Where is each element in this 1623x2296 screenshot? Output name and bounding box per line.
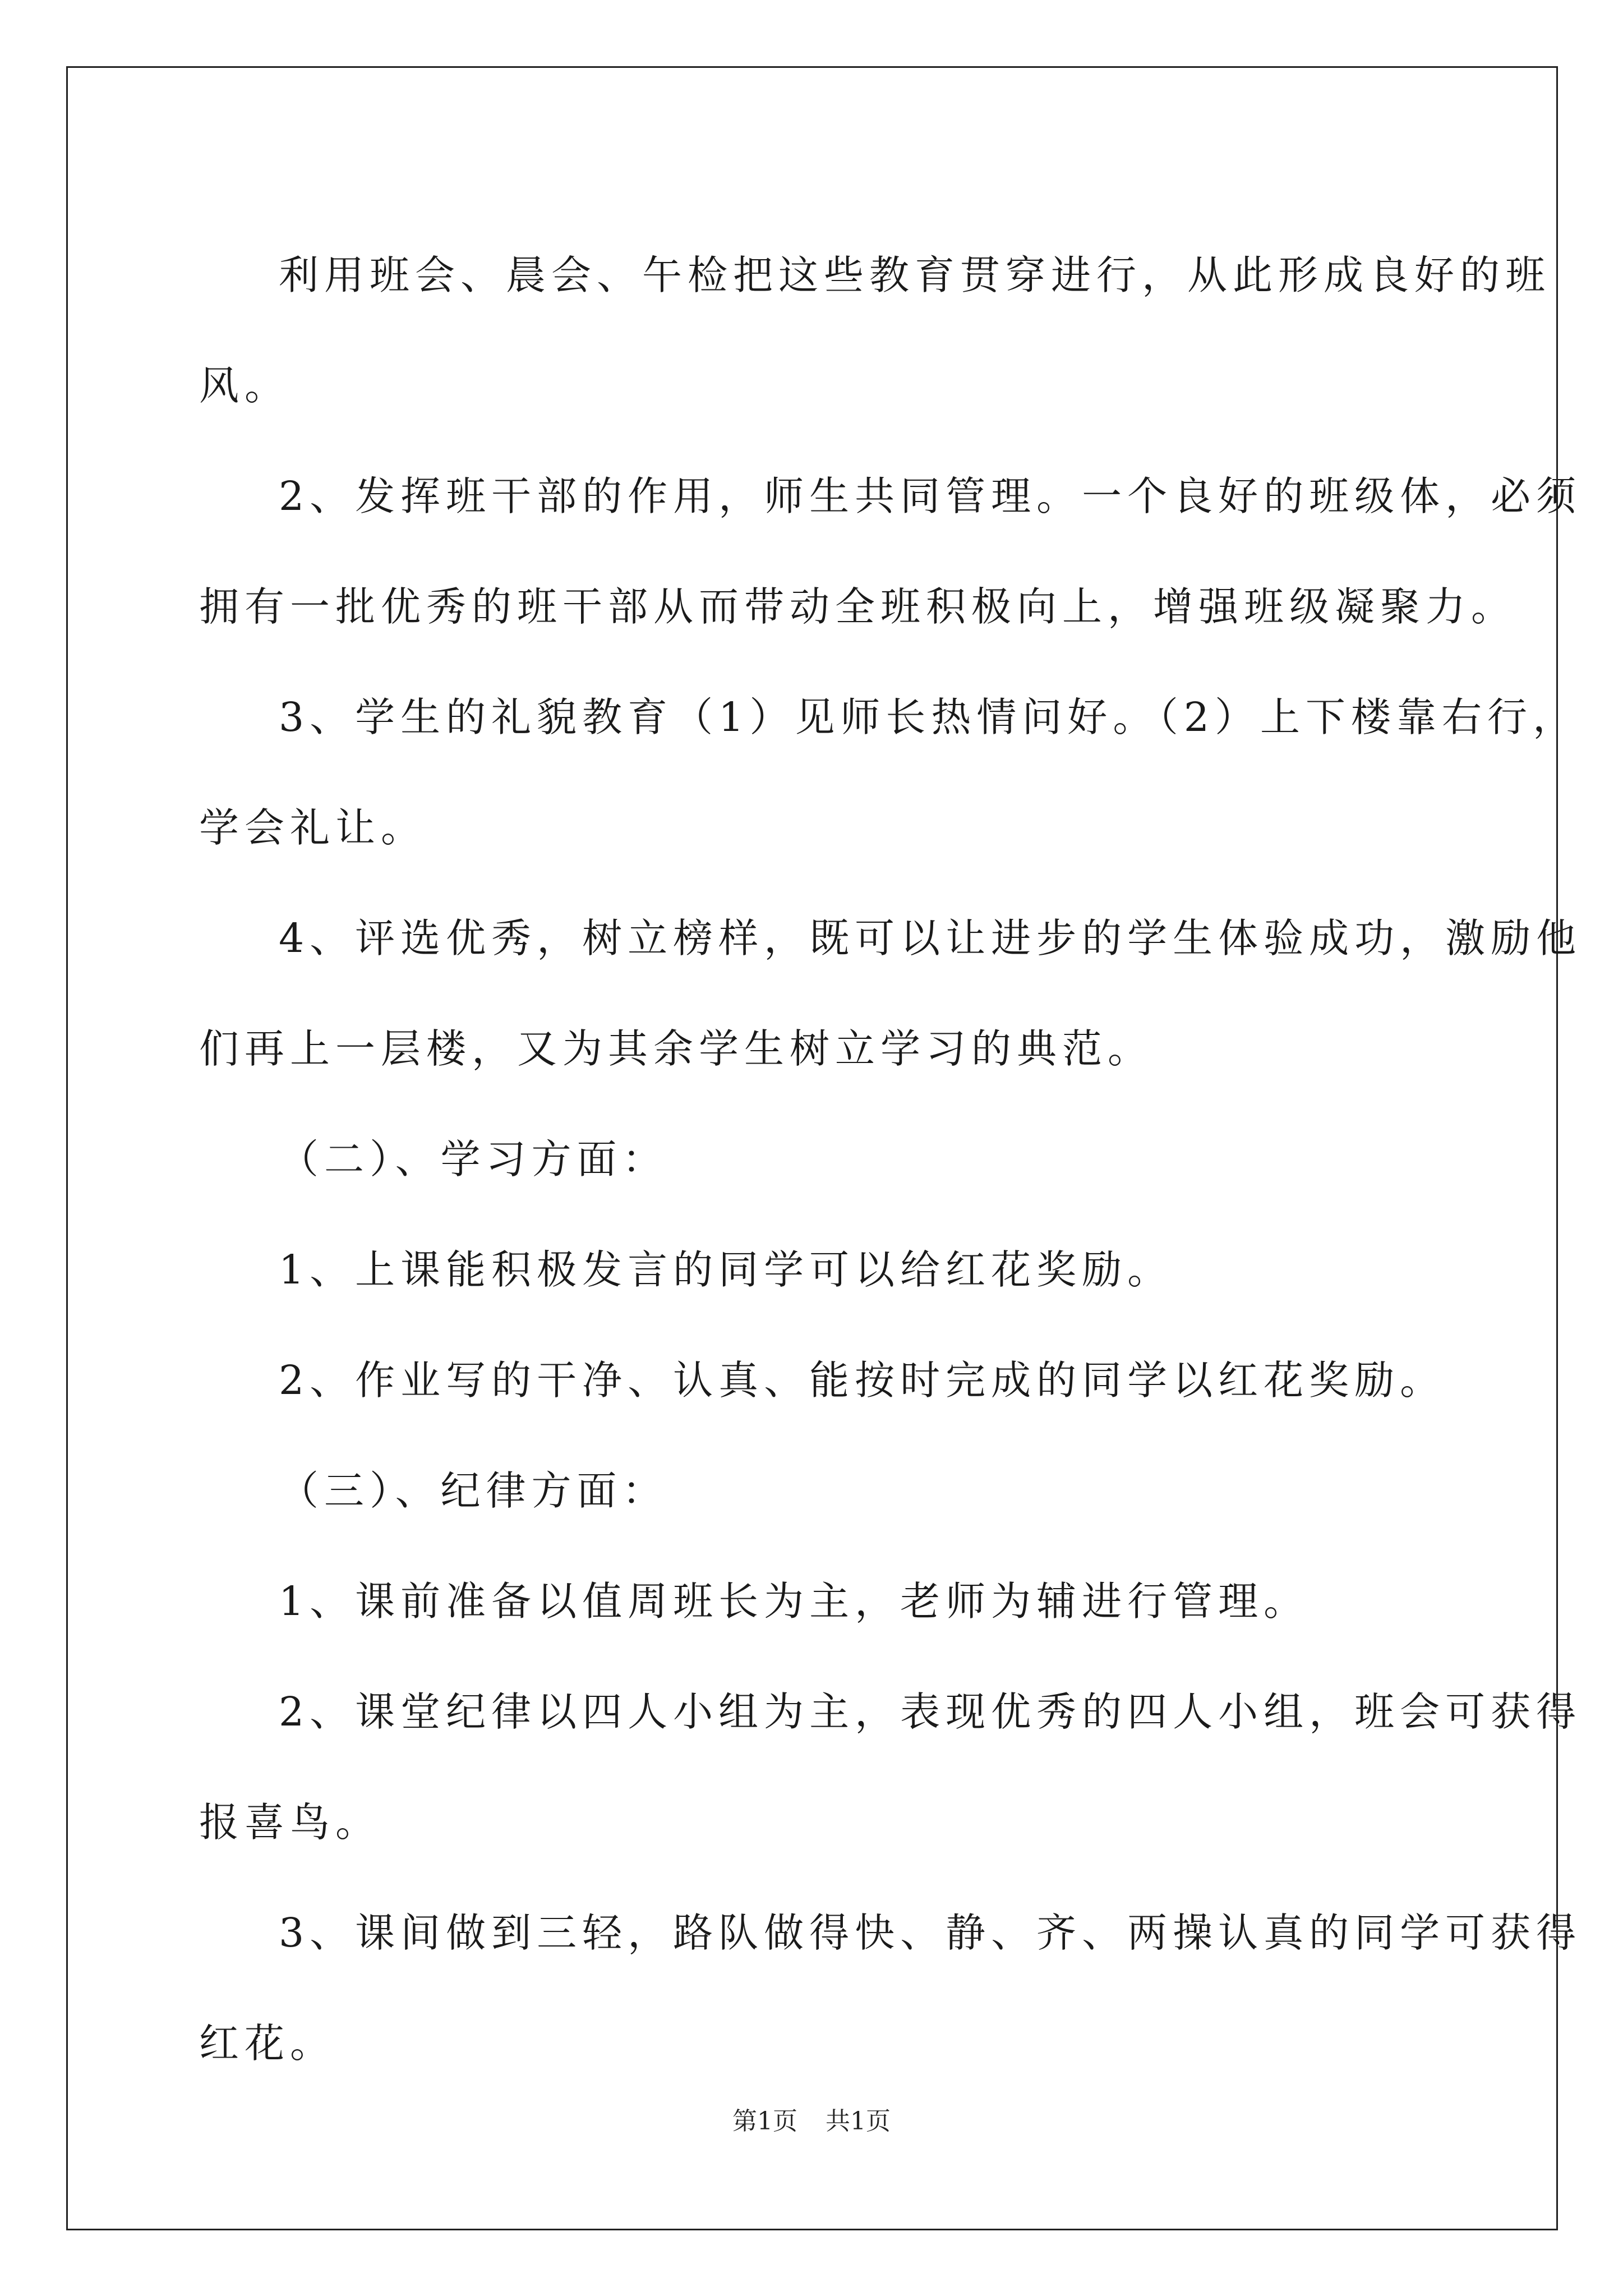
section-heading: （二）、学习方面： xyxy=(279,1136,668,1182)
text-line: 4、评选优秀，树立榜样，既可以让进步的学生体验成功，激励他 xyxy=(279,915,1582,961)
section-heading: （三）、纪律方面： xyxy=(279,1467,668,1514)
page-footer xyxy=(0,2101,1623,2137)
text-line: 2、发挥班干部的作用，师生共同管理。一个良好的班级体，必须 xyxy=(279,473,1582,519)
text-line: 报喜鸟。 xyxy=(199,1799,381,1846)
text-line: 们再上一层楼，又为其余学生树立学习的典范。 xyxy=(199,1025,1154,1072)
text-line: 拥有一批优秀的班干部从而带动全班积极向上，增强班级凝聚力。 xyxy=(199,583,1517,630)
text-line: 风。 xyxy=(199,362,291,409)
text-line: 3、课间做到三轻，路队做得快、静、齐、两操认真的同学可获得 xyxy=(279,1910,1582,1956)
page-number: 第1页 xyxy=(732,2107,797,2136)
text-line: 2、作业写的干净、认真、能按时完成的同学以红花奖励。 xyxy=(279,1357,1446,1404)
text-line: 2、课堂纪律以四人小组为主，表现优秀的四人小组，班会可获得 xyxy=(279,1688,1582,1735)
page-total: 共1页 xyxy=(826,2107,891,2136)
text-line: 3、学生的礼貌教育（1）见师长热情问好。（2）上下楼靠右行， xyxy=(279,694,1579,740)
text-line: 1、上课能积极发言的同学可以给红花奖励。 xyxy=(279,1246,1173,1293)
text-line: 红花。 xyxy=(199,2020,336,2067)
text-line: 学会礼让。 xyxy=(199,804,427,851)
text-line: 1、课前准备以值周班长为主，老师为辅进行管理。 xyxy=(279,1578,1310,1625)
text-line: 利用班会、晨会、午检把这些教育贯穿进行，从此形成良好的班 xyxy=(279,252,1551,298)
document-body xyxy=(199,220,1582,2099)
